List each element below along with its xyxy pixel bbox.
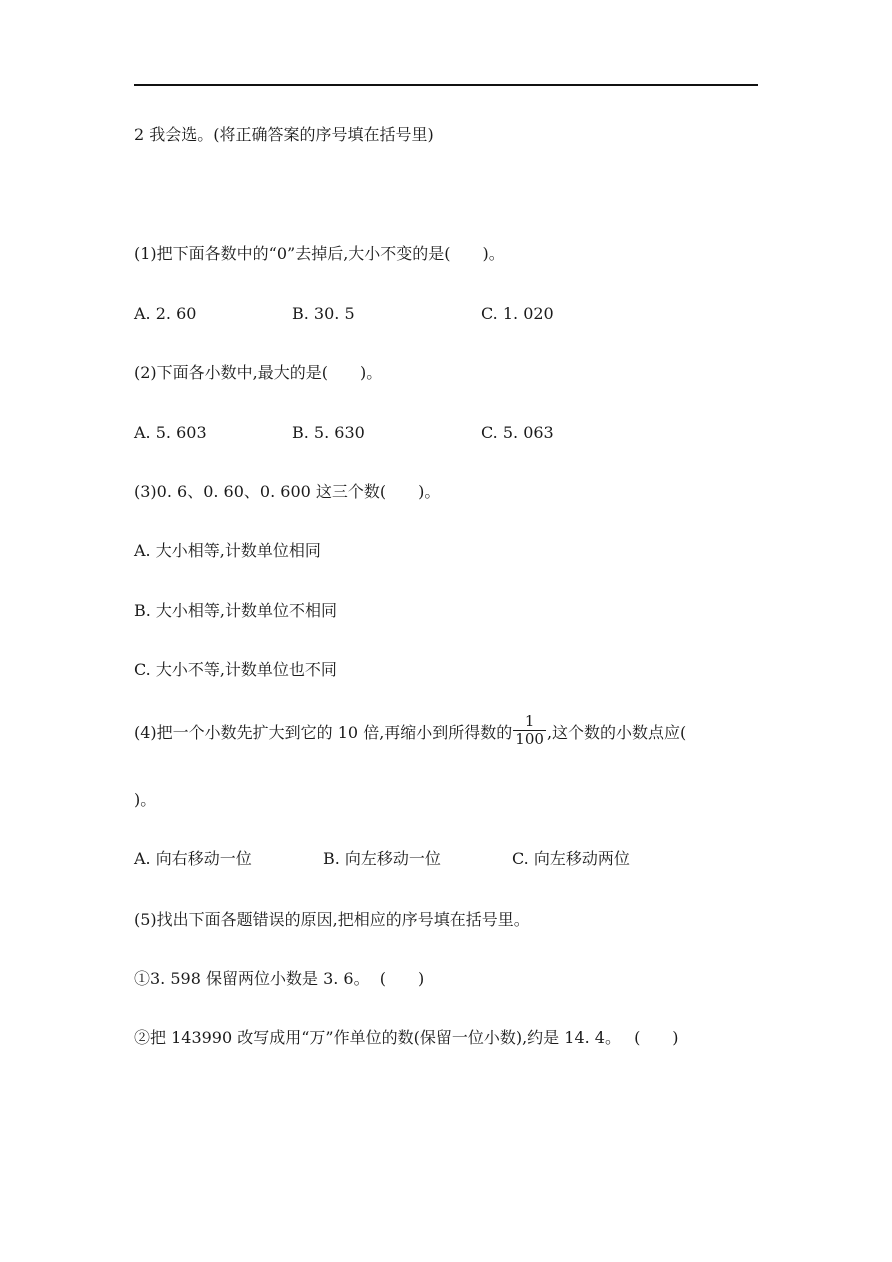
question-3-option-a[interactable]: A. 大小相等,计数单位相同 — [134, 541, 321, 560]
fraction-numerator: 1 — [513, 713, 546, 731]
question-1-option-b[interactable]: B. 30. 5 — [292, 304, 355, 323]
question-2-option-a[interactable]: A. 5. 603 — [134, 423, 207, 442]
question-2-option-b[interactable]: B. 5. 630 — [292, 423, 365, 442]
question-1-option-c[interactable]: C. 1. 020 — [481, 304, 554, 323]
question-4-option-a[interactable]: A. 向右移动一位 — [134, 849, 252, 868]
question-5-item-1: ①3. 598 保留两位小数是 3. 6。 ( ) — [134, 969, 425, 988]
question-1-option-a[interactable]: A. 2. 60 — [134, 304, 197, 323]
question-5-item-2: ②把 143990 改写成用“万”作单位的数(保留一位小数),约是 14. 4。 ( ) — [134, 1028, 679, 1047]
question-3-stem: (3)0. 6、0. 60、0. 600 这三个数( )。 — [134, 482, 441, 501]
question-2-option-c[interactable]: C. 5. 063 — [481, 423, 554, 442]
question-4-option-b[interactable]: B. 向左移动一位 — [323, 849, 441, 868]
question-4-option-c[interactable]: C. 向左移动两位 — [512, 849, 630, 868]
question-5-stem: (5)找出下面各题错误的原因,把相应的序号填在括号里。 — [134, 910, 530, 929]
question-3-option-c[interactable]: C. 大小不等,计数单位也不同 — [134, 660, 337, 679]
fraction-denominator: 100 — [515, 730, 544, 748]
question-3-option-b[interactable]: B. 大小相等,计数单位不相同 — [134, 601, 338, 620]
question-2-stem: (2)下面各小数中,最大的是( )。 — [134, 363, 383, 382]
fraction-one-hundredth — [513, 713, 546, 748]
question-4-stem — [134, 712, 687, 751]
question-1-stem: (1)把下面各数中的“0”去掉后,大小不变的是( )。 — [134, 244, 505, 263]
question-4-stem-after: ,这个数的小数点应( — [546, 723, 687, 742]
header-rule — [134, 84, 758, 86]
section-title: 2 我会选。(将正确答案的序号填在括号里) — [134, 125, 434, 144]
question-4-stem-continued: )。 — [134, 790, 157, 809]
question-4-stem-before: (4)把一个小数先扩大到它的 10 倍,再缩小到所得数的 — [134, 723, 513, 742]
